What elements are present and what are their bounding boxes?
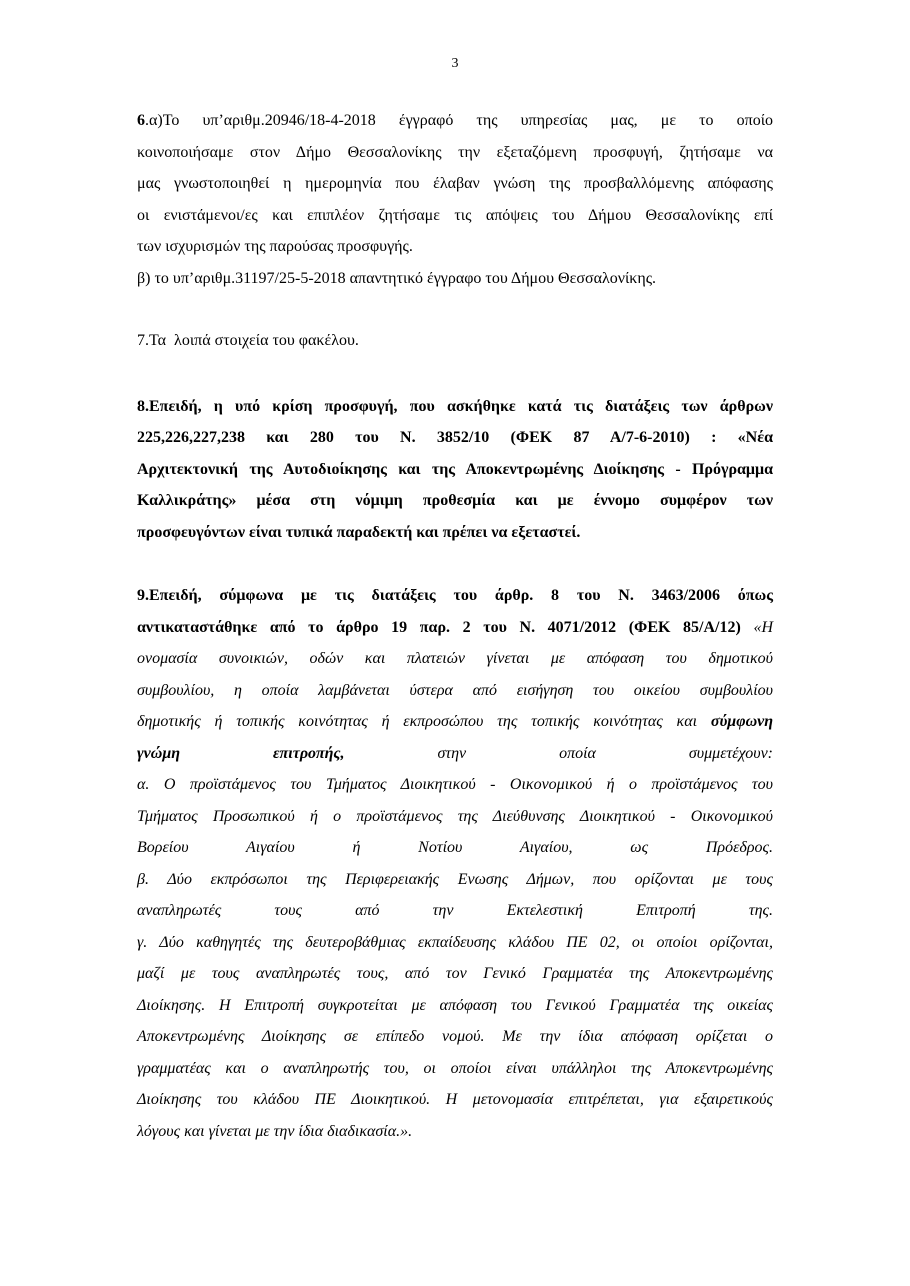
line-text: Τμήματος Προσωπικού ή ο προϊστάμενος της Διεύθυνσης Διοικητικού - Οικονομικού <box>137 807 773 825</box>
section-number: 9 <box>137 587 145 604</box>
line-text: 225,226,227,238 και 280 του Ν. 3852/10 (ΦΕΚ 87 Α/7-6-2010) : «Νέα <box>137 429 773 446</box>
quote-line <box>137 1116 773 1148</box>
section-number: 8 <box>137 397 145 415</box>
section-7 <box>137 325 773 357</box>
line-text: στην οποία συμμετέχουν: <box>437 744 774 762</box>
line-text: συμβουλίου, η οποία λαμβάνεται ύστερα από εισήγηση του οικείου συμβουλίου <box>137 681 773 699</box>
text-line <box>137 231 773 263</box>
line-text: ονομασία συνοικιών, οδών και πλατειών γίνεται με απόφαση του δημοτικού <box>137 650 773 667</box>
text-line <box>137 105 773 137</box>
line-text: δημοτικής ή τοπικής κοινότητας ή εκπροσώπου της τοπικής κοινότητας και <box>137 713 698 730</box>
line-text: μας γνωστοποιηθεί η ημερομηνία που έλαβαν γνώση της προσβαλλόμενης απόφασης <box>137 175 773 192</box>
quote-line <box>137 1021 773 1053</box>
section-number: 7 <box>137 332 145 349</box>
line-text: λόγους και γίνεται με την ίδια διαδικασία.». <box>137 1122 413 1140</box>
quote-line <box>137 738 773 770</box>
line-text: .Επειδή, η υπό κρίση προσφυγή, που ασκήθηκε κατά τις διατάξεις των άρθρων <box>145 397 773 415</box>
line-text: κοινοποιήσαμε στον Δήμο Θεσσαλονίκης την εξεταζόμενη προσφυγή, ζητήσαμε να <box>137 143 773 161</box>
quote-line <box>137 1053 773 1085</box>
quote-opening: «Η <box>753 618 773 636</box>
quote-line <box>137 801 773 833</box>
line-text: Καλλικράτης» μέσα στη νόμιμη προθεσμία και με έννομο συμφέρον των <box>137 492 773 509</box>
line-text: .Τα λοιπά στοιχεία του φακέλου. <box>145 332 359 349</box>
emphasis-text: γνώμη επιτροπής, <box>137 744 345 762</box>
line-text: προσφευγόντων είναι τυπικά παραδεκτή και πρέπει να εξεταστεί. <box>137 523 581 541</box>
emphasis-text: σύμφωνη <box>710 713 774 730</box>
line-text: των ισχυρισμών της παρούσας προσφυγής. <box>137 238 413 255</box>
text-line <box>137 612 773 644</box>
text-line <box>137 485 773 517</box>
quote-line <box>137 990 773 1022</box>
document-body <box>137 105 773 1147</box>
quote-line <box>137 643 773 675</box>
line-text: αντικαταστάθηκε από το άρθρο 19 παρ. 2 του Ν. 4071/2012 (ΦΕΚ 85/Α/12) <box>137 618 741 636</box>
section-6 <box>137 105 773 294</box>
line-text: β) το υπ’αριθμ.31197/25-5-2018 απαντητικό έγγραφο του Δήμου Θεσσαλονίκης. <box>137 269 657 287</box>
quote-line <box>137 675 773 707</box>
quote-line <box>137 1084 773 1116</box>
text-line <box>137 168 773 200</box>
line-text: Αρχιτεκτονική της Αυτοδιοίκησης και της Αποκεντρωμένης Διοίκησης - Πρόγραμμα <box>137 460 773 478</box>
line-text: Διοίκησης του κλάδου ΠΕ Διοικητικού. Η μετονομασία επιτρέπεται, για εξαιρετικούς <box>137 1091 773 1108</box>
line-text: Διοίκησης. Η Επιτροπή συγκροτείται με απόφαση του Γενικού Γραμματέα της οικείας <box>137 996 773 1014</box>
text-line <box>137 422 773 454</box>
text-line <box>137 325 773 357</box>
page-number: 3 <box>451 56 459 71</box>
text-line <box>137 580 773 612</box>
text-line <box>137 200 773 232</box>
quote-line <box>137 895 773 927</box>
line-text: γραμματέας και ο αναπληρωτής του, οι οποίοι είναι υπάλληλοι της Αποκεντρωμένης <box>137 1059 773 1077</box>
line-text: α. Ο προϊστάμενος του Τμήματος Διοικητικού - Οικονομικού ή ο προϊστάμενος του <box>137 776 773 793</box>
line-text: β. Δύο εκπρόσωποι της Περιφερειακής Ενωσης Δήμων, που ορίζονται με τους <box>137 870 773 888</box>
quote-line <box>137 769 773 801</box>
line-text: γ. Δύο καθηγητές της δευτεροβάθμιας εκπαίδευσης κλάδου ΠΕ 02, οι οποίοι ορίζονται, <box>137 933 773 951</box>
item-b-line <box>137 263 773 295</box>
quote-line <box>137 958 773 990</box>
text-line <box>137 517 773 549</box>
line-text: .α)Το υπ’αριθμ.20946/18-4-2018 έγγραφό της υπηρεσίας μας, με το οποίο <box>145 112 773 129</box>
quote-line <box>137 832 773 864</box>
section-8 <box>137 391 773 549</box>
line-text: Βορείου Αιγαίου ή Νοτίου Αιγαίου, ως Πρόεδρος. <box>137 839 773 856</box>
quote-line <box>137 706 773 738</box>
line-text: .Επειδή, σύμφωνα με τις διατάξεις του άρθρ. 8 του Ν. 3463/2006 όπως <box>145 587 773 604</box>
line-text: μαζί με τους αναπληρωτές τους, από τον Γενικό Γραμματέα της Αποκεντρωμένης <box>137 965 773 982</box>
text-line <box>137 454 773 486</box>
quote-line <box>137 927 773 959</box>
section-number: 6 <box>137 112 145 129</box>
line-text: αναπληρωτές τους από την Εκτελεστική Επιτροπή της. <box>137 902 773 919</box>
line-text: Αποκεντρωμένης Διοίκησης σε επίπεδο νομού. Με την ίδια απόφαση ορίζεται ο <box>137 1028 773 1045</box>
line-text: οι ενιστάμενοι/ες και επιπλέον ζητήσαμε τις απόψεις του Δήμου Θεσσαλονίκης επί <box>137 206 773 224</box>
section-9 <box>137 580 773 1147</box>
text-line <box>137 391 773 423</box>
text-line <box>137 137 773 169</box>
quote-line <box>137 864 773 896</box>
